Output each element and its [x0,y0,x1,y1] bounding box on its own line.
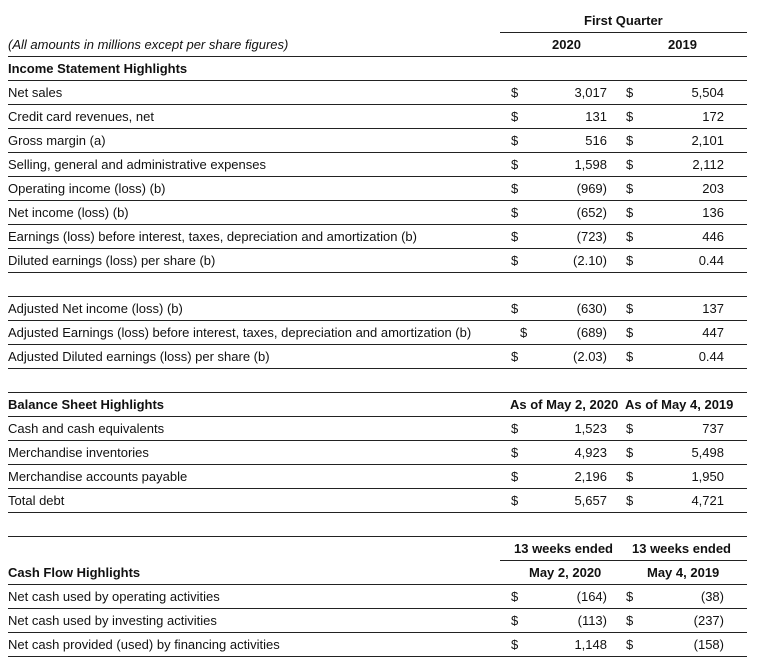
currency-symbol: $ [511,229,519,244]
value-2020: (2.03) [573,349,607,364]
row-label: Adjusted Diluted earnings (loss) per share (b) [8,349,270,364]
currency-symbol: $ [511,613,519,628]
balance-sheet-title: Balance Sheet Highlights [8,397,165,412]
row-label: Cash and cash equivalents [8,421,165,436]
value-2019: 172 [702,109,724,124]
value-2020: 3,017 [574,85,607,100]
currency-symbol: $ [626,493,634,508]
value-2019: 5,504 [691,85,724,100]
value-2020: 5,657 [574,493,607,508]
value-2020: (723) [576,229,607,244]
first-quarter-header: First Quarter [584,13,663,28]
row-label: Earnings (loss) before interest, taxes, depreciation and amortization (b) [8,229,417,244]
amounts-note: (All amounts in millions except per share figures) [8,37,289,52]
currency-symbol: $ [511,85,519,100]
currency-symbol: $ [511,493,519,508]
currency-symbol: $ [626,253,634,268]
currency-symbol: $ [511,349,519,364]
value-2020: 1,598 [574,157,607,172]
divider [8,440,747,441]
value-2020: (652) [576,205,607,220]
value-2019: (38) [700,589,724,604]
currency-symbol: $ [626,85,634,100]
currency-symbol: $ [626,421,634,436]
divider [8,488,747,489]
currency-symbol: $ [511,469,519,484]
value-2019: 2,101 [691,133,724,148]
value-2019: 137 [702,301,724,316]
divider [8,656,747,657]
value-2019: (158) [693,637,724,652]
value-2020: (689) [576,325,607,340]
cash-flow-title: Cash Flow Highlights [8,565,141,580]
divider [8,584,747,585]
row-label: Net cash used by investing activities [8,613,217,628]
row-label: Operating income (loss) (b) [8,181,166,196]
value-2019: 447 [702,325,724,340]
value-2020: (164) [576,589,607,604]
value-2019: 2,112 [692,157,724,172]
currency-symbol: $ [511,205,519,220]
cashflow-col-2019-header-line1: 13 weeks ended [632,541,731,556]
year-2019-header: 2019 [668,37,697,52]
row-label: Adjusted Net income (loss) (b) [8,301,183,316]
value-2019: 203 [702,181,724,196]
value-2019: 1,950 [691,469,724,484]
divider [8,416,747,417]
value-2019: 136 [702,205,724,220]
currency-symbol: $ [511,181,519,196]
currency-symbol: $ [626,469,634,484]
value-2020: (113) [577,613,607,628]
currency-symbol: $ [626,181,634,196]
divider [8,56,747,57]
divider [8,608,747,609]
divider [8,536,747,537]
row-label: Net income (loss) (b) [8,205,129,220]
row-label: Credit card revenues, net [8,109,154,124]
currency-symbol: $ [626,637,634,652]
row-label: Total debt [8,493,65,508]
cashflow-col-2020-header-line1: 13 weeks ended [514,541,613,556]
currency-symbol: $ [626,157,634,172]
value-2019: 0.44 [698,253,724,268]
divider [8,128,747,129]
value-2020: 516 [585,133,607,148]
divider [8,152,747,153]
value-2020: 4,923 [574,445,607,460]
currency-symbol: $ [626,613,634,628]
divider [8,512,747,513]
currency-symbol: $ [511,421,519,436]
currency-symbol: $ [511,109,519,124]
value-2019: 5,498 [691,445,724,460]
divider [500,560,747,561]
divider [8,176,747,177]
divider [8,464,747,465]
currency-symbol: $ [626,109,634,124]
currency-symbol: $ [626,301,634,316]
row-label: Merchandise accounts payable [8,469,188,484]
value-2020: 1,148 [574,637,607,652]
value-2020: (630) [576,301,607,316]
currency-symbol: $ [511,157,519,172]
divider [8,80,747,81]
currency-symbol: $ [511,637,519,652]
divider [8,368,747,369]
divider [8,200,747,201]
value-2020: (969) [576,181,607,196]
currency-symbol: $ [511,253,519,268]
currency-symbol: $ [520,325,528,340]
currency-symbol: $ [626,229,634,244]
row-label: Merchandise inventories [8,445,149,460]
value-2020: 2,196 [574,469,607,484]
divider [500,32,747,33]
value-2020: 1,523 [574,421,607,436]
income-statement-title: Income Statement Highlights [8,61,188,76]
currency-symbol: $ [511,133,519,148]
row-label: Gross margin (a) [8,133,106,148]
row-label: Adjusted Earnings (loss) before interest, taxes, depreciation and amortization (b) [8,325,472,340]
currency-symbol: $ [626,589,634,604]
balance-col-2019-header: As of May 4, 2019 [625,397,734,412]
row-label: Diluted earnings (loss) per share (b) [8,253,216,268]
currency-symbol: $ [626,205,634,220]
currency-symbol: $ [511,445,519,460]
value-2019: 4,721 [691,493,724,508]
divider [8,104,747,105]
currency-symbol: $ [511,301,519,316]
divider [8,224,747,225]
value-2019: (237) [693,613,724,628]
divider [8,632,747,633]
value-2019: 446 [702,229,724,244]
currency-symbol: $ [626,133,634,148]
currency-symbol: $ [626,349,634,364]
divider [8,272,747,273]
divider [8,248,747,249]
currency-symbol: $ [626,325,634,340]
value-2020: 131 [585,109,607,124]
value-2020: (2.10) [573,253,607,268]
year-2020-header: 2020 [552,37,581,52]
cashflow-col-2019-header-line2: May 4, 2019 [647,565,720,580]
value-2019: 0.44 [698,349,724,364]
divider [8,392,747,393]
balance-col-2020-header: As of May 2, 2020 [510,397,619,412]
row-label: Selling, general and administrative expenses [8,157,266,172]
row-label: Net cash used by operating activities [8,589,220,604]
divider [8,296,747,297]
value-2019: 737 [702,421,724,436]
currency-symbol: $ [511,589,519,604]
divider [8,344,747,345]
cashflow-col-2020-header-line2: May 2, 2020 [529,565,602,580]
divider [8,320,747,321]
currency-symbol: $ [626,445,634,460]
row-label: Net cash provided (used) by financing activities [8,637,280,652]
row-label: Net sales [8,85,63,100]
